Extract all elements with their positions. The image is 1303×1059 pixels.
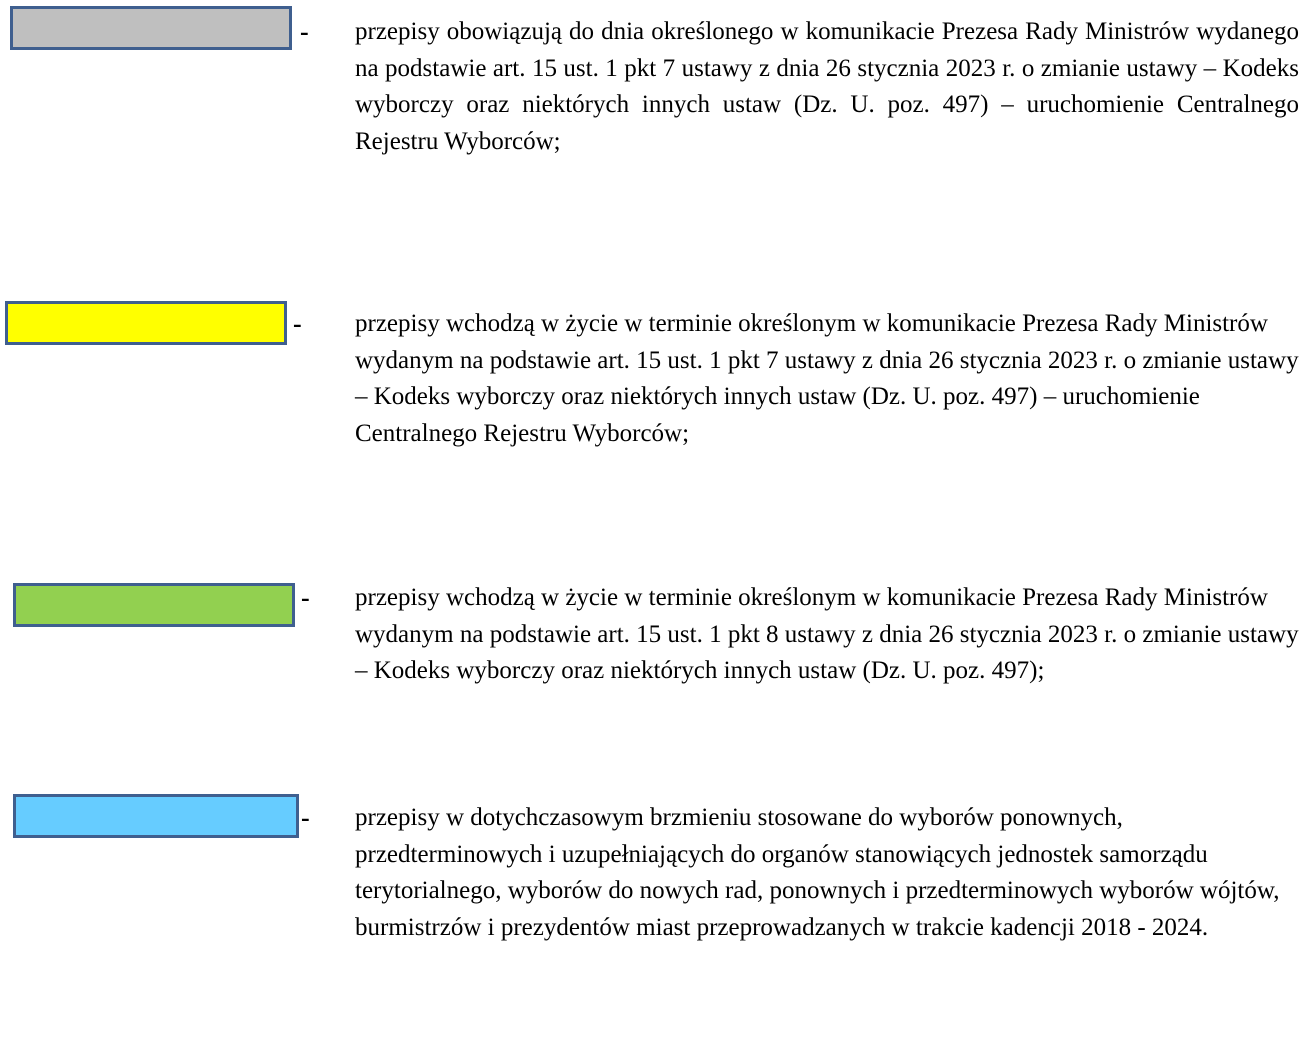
legend-description: przepisy wchodzą w życie w terminie określonym w komunikacie Prezesa Rady Ministrów wydanym na podstawie art. 15 ust. 1 pkt 8 ustawy z dnia 26 stycznia 2023 r. o zmianie ustawy – Kodeks wyborczy oraz niektórych innych ustaw (Dz. U. poz. 497); [355, 584, 1299, 684]
legend-dash: - [293, 309, 302, 338]
legend-dash: - [301, 803, 310, 832]
legend-description: przepisy wchodzą w życie w terminie określonym w komunikacie Prezesa Rady Ministrów wydanym na podstawie art. 15 ust. 1 pkt 7 ustawy z dnia 26 stycznia 2023 r. o zmianie ustawy – Kodeks wyborczy oraz niektórych innych ustaw (Dz. U. poz. 497) – uruchomienie Centralnego Rejestru Wyborców; [355, 310, 1299, 447]
legend-description: przepisy w dotychczasowym brzmieniu stosowane do wyborów ponownych, przedterminowych i uzupełniających do organów stanowiących jednostek samorządu terytorialnego, wyborów do nowych rad, ponownych i przedterminowych wyborów wójtów, burmistrzów i prezydentów miast przeprowadzanych w trakcie kadencji 2018 - 2024. [355, 804, 1280, 941]
color-swatch-blue [13, 794, 299, 838]
legend-dash: - [301, 583, 310, 612]
legend-dash: - [300, 17, 309, 46]
color-swatch-green [13, 583, 295, 627]
legend-description: przepisy obowiązują do dnia określonego w komunikacie Prezesa Rady Ministrów wydanego na podstawie art. 15 ust. 1 pkt 7 ustawy z dnia 26 stycznia 2023 r. o zmianie ustawy – Kodeks wyborczy oraz niektórych innych ustaw (Dz. U. poz. 497) – uruchomienie Centralnego Rejestru Wyborców; [355, 18, 1299, 155]
color-swatch-gray [10, 6, 292, 50]
color-swatch-yellow [5, 301, 287, 345]
